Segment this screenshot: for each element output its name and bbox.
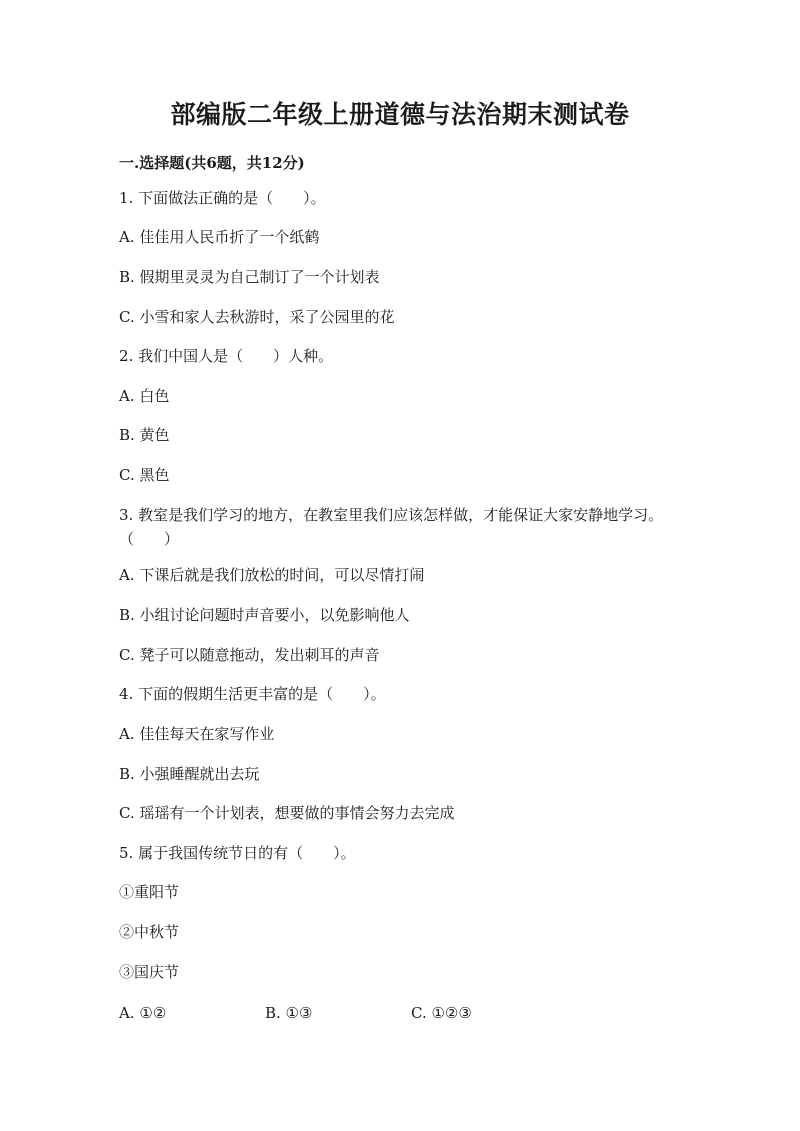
question-1-option-a: A. 佳佳用人民币折了一个纸鹤 bbox=[119, 228, 320, 246]
question-2-stem: 2. 我们中国人是（ ）人种。 bbox=[119, 347, 334, 365]
question-4-option-b: B. 小强睡醒就出去玩 bbox=[119, 765, 260, 783]
question-2-option-b: B. 黄色 bbox=[119, 426, 170, 444]
question-5-item-1: ①重阳节 bbox=[119, 883, 180, 901]
question-2-option-c: C. 黑色 bbox=[119, 466, 170, 484]
question-5-item-2: ②中秋节 bbox=[119, 923, 180, 941]
question-5-item-3: ③国庆节 bbox=[119, 963, 180, 981]
question-1-option-c: C. 小雪和家人去秋游时，采了公园里的花 bbox=[119, 308, 395, 326]
question-5-option-c: C. ①②③ bbox=[411, 1004, 472, 1022]
question-5-stem: 5. 属于我国传统节日的有（ ）。 bbox=[119, 844, 356, 862]
question-3-option-a: A. 下课后就是我们放松的时间，可以尽情打闹 bbox=[119, 566, 425, 584]
question-4-stem: 4. 下面的假期生活更丰富的是（ ）。 bbox=[119, 685, 386, 703]
page-title: 部编版二年级上册道德与法治期末测试卷 bbox=[170, 100, 630, 129]
question-3-stem: 3. 教室是我们学习的地方，在教室里我们应该怎样做，才能保证大家安静地学习。（ ） bbox=[119, 506, 664, 548]
question-5-option-a: A. ①② bbox=[119, 1004, 167, 1022]
question-2-option-a: A. 白色 bbox=[119, 387, 170, 405]
question-1-option-b: B. 假期里灵灵为自己制订了一个计划表 bbox=[119, 268, 380, 286]
section-heading: 一.选择题(共6题，共12分) bbox=[119, 154, 305, 172]
question-5-option-b: B. ①③ bbox=[265, 1004, 313, 1022]
question-4-option-c: C. 瑶瑶有一个计划表，想要做的事情会努力去完成 bbox=[119, 804, 455, 822]
question-1-stem: 1. 下面做法正确的是（ ）。 bbox=[119, 189, 326, 207]
question-3-option-b: B. 小组讨论问题时声音要小，以免影响他人 bbox=[119, 606, 410, 624]
question-4-option-a: A. 佳佳每天在家写作业 bbox=[119, 725, 275, 743]
question-3-option-c: C. 凳子可以随意拖动，发出刺耳的声音 bbox=[119, 646, 380, 664]
